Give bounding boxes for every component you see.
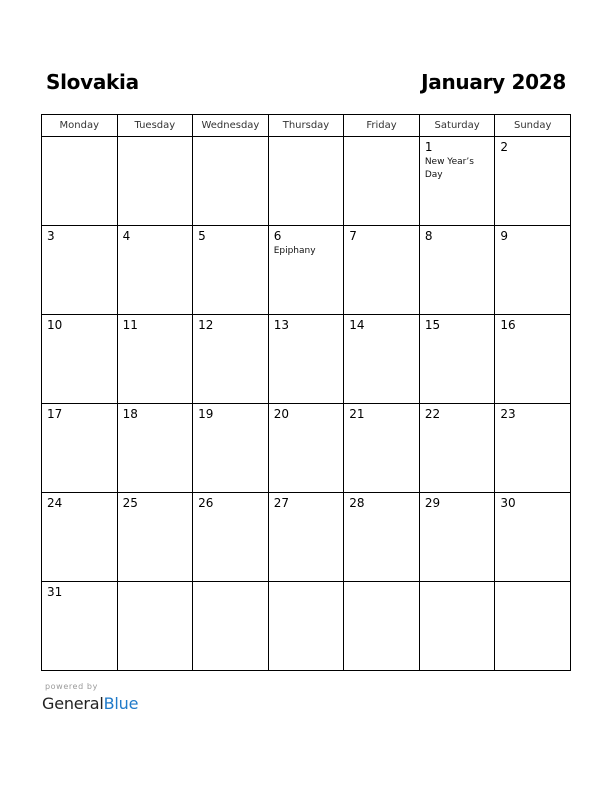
day-cell — [419, 226, 495, 315]
weekday-header: Monday — [42, 115, 118, 137]
day-number: 3 — [47, 229, 55, 243]
day-cell — [117, 493, 193, 582]
day-number: 19 — [198, 407, 214, 421]
day-number: 31 — [47, 585, 63, 599]
day-number — [269, 137, 344, 141]
day-number: 11 — [122, 318, 138, 332]
weekday-header: Thursday — [268, 115, 344, 137]
calendar-weeks — [42, 137, 571, 671]
day-number: 25 — [122, 496, 138, 510]
day-number: 24 — [47, 496, 63, 510]
day-cell — [268, 404, 344, 493]
holiday-label: Epiphany — [273, 246, 316, 256]
day-cell — [117, 582, 193, 671]
day-cell — [193, 493, 269, 582]
day-cell — [193, 226, 269, 315]
day-cell — [117, 315, 193, 404]
day-cell — [419, 582, 495, 671]
day-number: 29 — [424, 496, 441, 510]
day-cell — [117, 226, 193, 315]
weekday-header-row — [42, 115, 571, 137]
day-cell — [42, 315, 118, 404]
day-number: 13 — [273, 318, 289, 332]
day-number: 16 — [500, 318, 516, 332]
week-row — [42, 582, 571, 671]
day-number: 7 — [349, 229, 357, 243]
day-number — [42, 137, 117, 141]
day-cell — [419, 315, 495, 404]
day-cell — [193, 404, 269, 493]
day-number — [495, 582, 570, 586]
powered-by-label: powered by — [45, 682, 98, 691]
day-number: 15 — [424, 318, 441, 332]
day-cell — [419, 404, 495, 493]
day-number: 22 — [424, 407, 441, 421]
country-title: Slovakia — [46, 70, 139, 94]
generalblue-logo — [42, 694, 138, 713]
day-cell — [495, 404, 571, 493]
day-number: 14 — [349, 318, 365, 332]
day-cell — [193, 582, 269, 671]
week-row — [42, 404, 571, 493]
day-number — [420, 582, 495, 586]
day-cell — [344, 315, 420, 404]
day-number: 9 — [500, 229, 509, 243]
day-cell — [117, 137, 193, 226]
day-number: 6 — [273, 229, 282, 243]
day-number: 17 — [47, 407, 63, 421]
brand-general: General — [42, 694, 104, 713]
day-cell — [344, 404, 420, 493]
day-number — [193, 137, 268, 141]
weekday-header: Tuesday — [117, 115, 193, 137]
day-cell — [495, 137, 571, 226]
day-cell — [42, 226, 118, 315]
day-cell — [268, 315, 344, 404]
day-cell — [495, 582, 571, 671]
day-cell — [419, 493, 495, 582]
day-cell — [419, 137, 495, 226]
day-cell — [268, 493, 344, 582]
month-title: January 2028 — [421, 70, 566, 94]
day-cell — [344, 226, 420, 315]
day-cell — [42, 493, 118, 582]
day-cell — [193, 315, 269, 404]
week-row — [42, 493, 571, 582]
day-cell — [42, 404, 118, 493]
weekday-header: Wednesday — [193, 115, 269, 137]
day-number: 8 — [424, 229, 433, 243]
day-number: 4 — [122, 229, 131, 243]
brand-blue: Blue — [103, 694, 139, 713]
day-cell — [495, 226, 571, 315]
day-number — [118, 582, 193, 586]
day-number: 18 — [122, 407, 138, 421]
day-number: 12 — [198, 318, 214, 332]
day-cell — [344, 582, 420, 671]
footer — [42, 682, 138, 713]
day-number — [344, 137, 419, 141]
day-number: 27 — [273, 496, 289, 510]
calendar-header — [42, 70, 570, 98]
day-cell — [193, 137, 269, 226]
day-number: 5 — [198, 229, 206, 243]
week-row — [42, 137, 571, 226]
weekday-header: Saturday — [419, 115, 495, 137]
day-cell — [42, 582, 118, 671]
day-cell — [268, 226, 344, 315]
week-row — [42, 315, 571, 404]
day-number: 28 — [349, 496, 365, 510]
day-cell — [344, 493, 420, 582]
day-number — [118, 137, 193, 141]
day-cell — [268, 137, 344, 226]
day-number — [269, 582, 344, 586]
day-cell — [117, 404, 193, 493]
weekday-header: Sunday — [495, 115, 571, 137]
day-cell — [495, 493, 571, 582]
day-cell — [42, 137, 118, 226]
day-number — [344, 582, 419, 586]
holiday-label: New Year’s Day — [424, 157, 474, 181]
day-number: 23 — [500, 407, 516, 421]
day-number — [193, 582, 268, 586]
day-number: 30 — [500, 496, 516, 510]
day-number: 10 — [47, 318, 63, 332]
weekday-header: Friday — [344, 115, 420, 137]
day-number: 1 — [424, 140, 433, 154]
calendar-grid — [41, 114, 571, 671]
day-number: 20 — [273, 407, 289, 421]
day-cell — [344, 137, 420, 226]
day-cell — [495, 315, 571, 404]
day-cell — [268, 582, 344, 671]
day-number: 26 — [198, 496, 214, 510]
day-number: 21 — [349, 407, 365, 421]
week-row — [42, 226, 571, 315]
day-number: 2 — [500, 140, 509, 154]
